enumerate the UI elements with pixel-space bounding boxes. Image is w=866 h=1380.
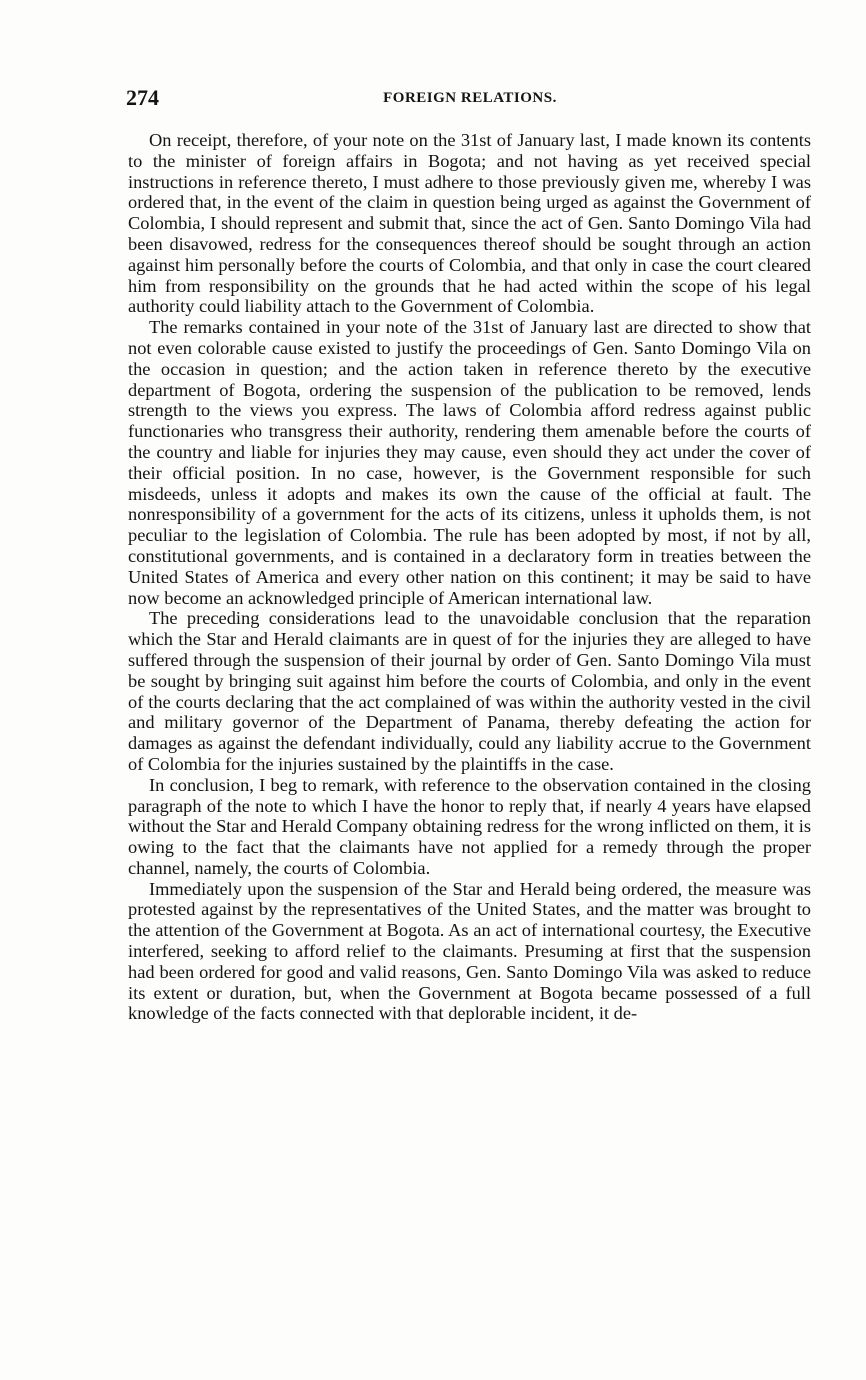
paragraph-2: The remarks contained in your note of the 31st of January last are directed to show that not even colorable cause existed to justify the proceedings of Gen. Santo Domingo Vila on the occasion in question; and the action taken in reference thereto by the executive department of Bogota, ordering the suspension of the publication to be removed, lends strength to the views you express. The laws of Colombia afford redress against public functionaries who transgress their authority, rendering them amenable before the courts of the country and liable for injuries they may cause, even should they act under the cover of their official position. In no case, however, is the Government responsible for such misdeeds, unless it adopts and makes its own the cause of the official at fault. The nonresponsibility of a government for the acts of its citizens, unless it upholds them, is not peculiar to the legislation of Colombia. The rule has been adopted by most, if not by all, constitutional governments, and is contained in a declaratory form in treaties between the United States of America and every other nation on this continent; it may be said to have now become an acknowledged principle of American international law. [128, 317, 811, 608]
paragraph-3: The preceding considerations lead to the unavoidable conclusion that the reparation which the Star and Herald claimants are in quest of for the injuries they are alleged to have suffered through the suspension of their journal by order of Gen. Santo Domingo Vila must be sought by bringing suit against him before the courts of Colombia, and only in the event of the courts declaring that the act complained of was within the authority vested in the civil and military governor of the Department of Panama, thereby defeating the action for damages as against the defendant individually, could any liability accrue to the Government of Colombia for the injuries sustained by the plaintiffs in the case. [128, 608, 811, 774]
body-text [128, 130, 811, 1024]
paragraph-1: On receipt, therefore, of your note on the 31st of January last, I made known its contents to the minister of foreign affairs in Bogota; and not having as yet received special instructions in reference thereto, I must adhere to those previously given me, whereby I was ordered that, in the event of the claim in question being urged as against the Government of Colombia, I should represent and submit that, since the act of Gen. Santo Domingo Vila had been disavowed, redress for the consequences thereof should be sought through an action against him personally before the courts of Colombia, and that only in case the court cleared him from responsibility on the grounds that he had acted within the scope of his legal authority could liability attach to the Government of Colombia. [128, 130, 811, 317]
paragraph-5: Immediately upon the suspension of the Star and Herald being ordered, the measure was protested against by the representatives of the United States, and the matter was brought to the attention of the Government at Bogota. As an act of international courtesy, the Executive interfered, seeking to afford relief to the claimants. Presuming at first that the suspension had been ordered for good and valid reasons, Gen. Santo Domingo Vila was asked to reduce its extent or duration, but, when the Government at Bogota became possessed of a full knowledge of the facts connected with that deplorable incident, it de- [128, 878, 811, 1024]
paragraph-4: In conclusion, I beg to remark, with reference to the observation contained in the closing paragraph of the note to which I have the honor to reply that, if nearly 4 years have elapsed without the Star and Herald Company obtaining redress for the wrong inflicted on them, it is owing to the fact that the claimants have not applied for a remedy through the proper channel, namely, the courts of Colombia. [128, 774, 811, 878]
page-number: 274 [126, 85, 159, 110]
running-head [126, 84, 814, 112]
header-title: FOREIGN RELATIONS. [383, 90, 557, 106]
